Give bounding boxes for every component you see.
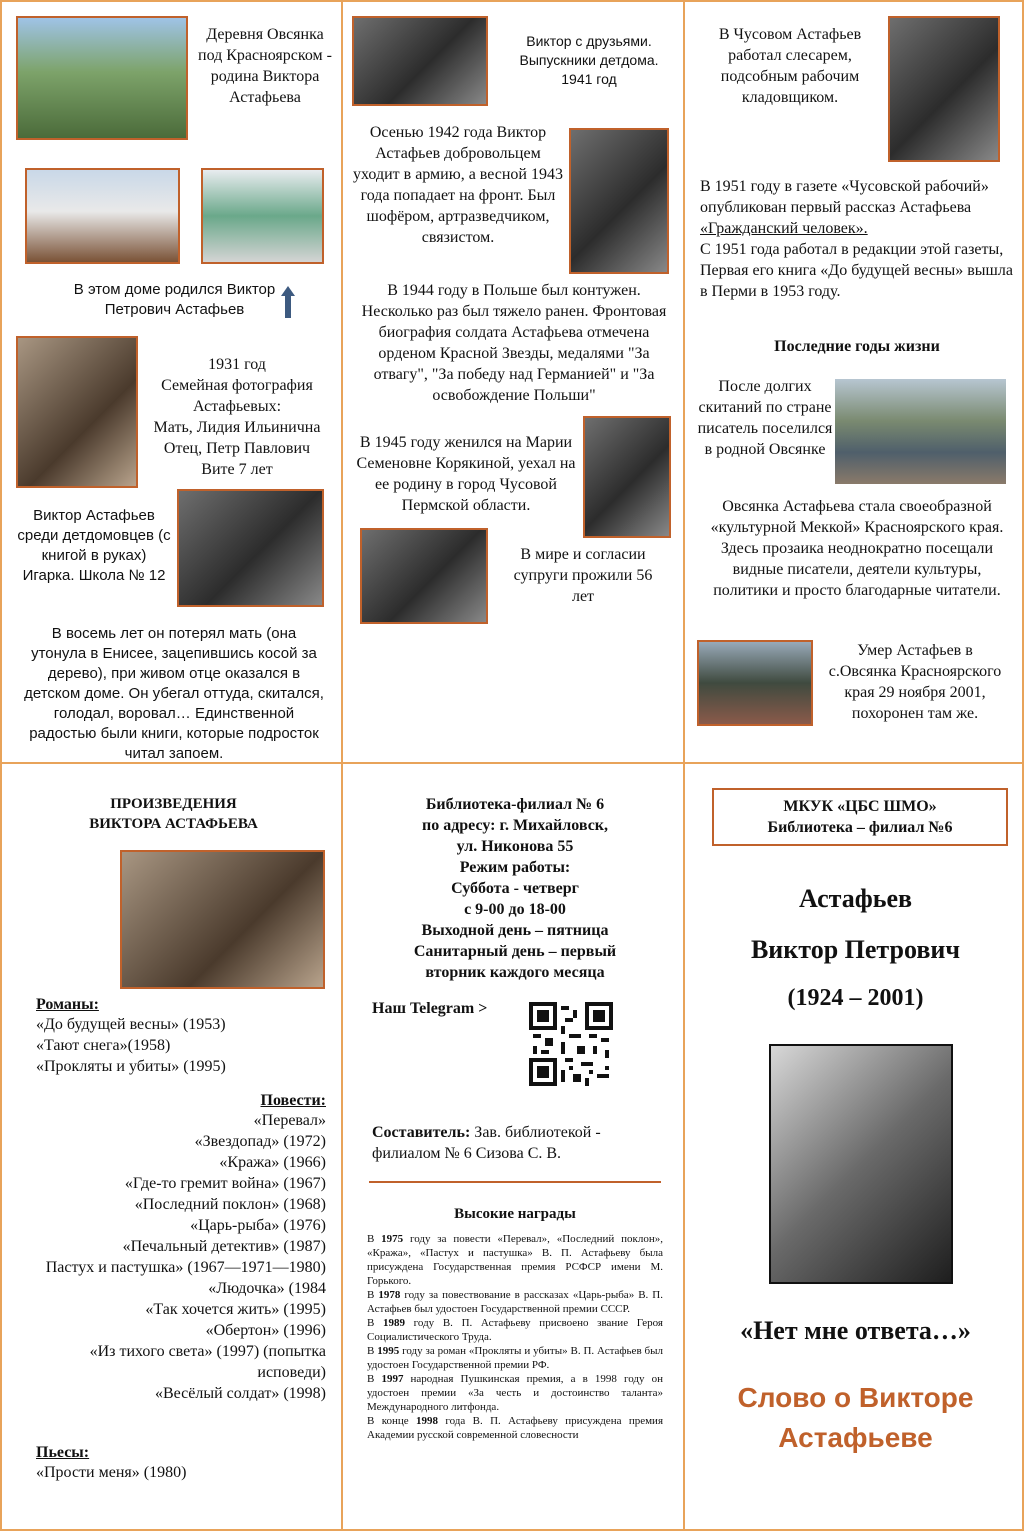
list-item: «Кража» (1966) — [219, 1154, 326, 1171]
house-caption: В этом доме родился Виктор Петрович Астафьев — [73, 281, 276, 318]
list-item: В 1978 году за повествование в рассказах «Царь-рыба» В. П. Астафьев был удостоен Государственной премии СССР. — [367, 1289, 663, 1315]
list-item: «Прокляты и убиты» (1995) — [36, 1058, 226, 1075]
village-caption: Деревня Овсянка под Красноярском - родина Виктора Астафьева — [198, 26, 332, 106]
novellas-list — [36, 1110, 326, 1404]
couple-caption: В мире и согласии супруги прожили 56 лет — [513, 546, 653, 605]
panel-career — [683, 0, 1024, 764]
friends-caption: Виктор с друзьями. Выпускники детдома. 1941 год — [519, 33, 659, 87]
org-line2: Библиотека – филиал №6 — [767, 819, 953, 836]
panel-war — [341, 0, 685, 764]
list-item: «Из тихого света» (1997) (попытка исповеди) — [89, 1343, 326, 1381]
list-item: В 1975 году за повести «Перевал», «Последний поклон», «Кража», «Пастух и пастушка» В. П. Астафьеву была присуждена Государственная премия РСФСР имени М. Горького. — [367, 1233, 663, 1287]
list-item: «Где-то гремит война» (1967) — [124, 1175, 326, 1192]
orphanage-caption: Виктор Астафьев среди детдомовцев (с книгой в руках) Игарка. Школа № 12 — [17, 507, 171, 584]
orphanage-photo — [177, 489, 324, 607]
cover-subtitle: Слово о Викторе Астафьеве — [737, 1382, 974, 1453]
telegram-label[interactable]: Наш Telegram > — [372, 1000, 488, 1017]
friends-photo — [352, 16, 488, 106]
family-photo — [16, 336, 138, 488]
author-portrait — [769, 1044, 953, 1284]
childhood-text: В восемь лет он потерял мать (она утонула в Енисее, зацепившись косой за дерево), при живом отце оказался в детском доме. Он убегал оттуда, скитался, голодал, воровал… Единственной радостью были книги, которые подросток читал запоем. — [24, 625, 324, 762]
arrow-up-icon — [281, 286, 295, 318]
soldier-photo — [569, 128, 669, 274]
list-item: «Печальный детектив» (1987) — [122, 1238, 326, 1255]
awards-list — [367, 1232, 663, 1442]
list-item: «Царь-рыба» (1976) — [190, 1217, 326, 1234]
list-item: В конце 1998 года В. П. Астафьеву присуждена премия Академии русской современной словесности — [367, 1415, 663, 1441]
list-item: «Тают снега»(1958) — [36, 1037, 171, 1054]
author-name: Виктор Петрович — [750, 935, 961, 964]
wound-text: В 1944 году в Польше был контужен. Несколько раз был тяжело ранен. Фронтовая биография солдата Астафьева отмечена орденом Красной Звезды, медалями "За отвагу", "За победу над Германией" и "За освобождение Польши" — [361, 282, 667, 404]
org-box — [712, 788, 1008, 846]
list-item: «До будущей весны» (1953) — [36, 1016, 226, 1033]
list-item: «Весёлый солдат» (1998) — [154, 1385, 326, 1402]
author-surname: Астафьев — [798, 884, 913, 913]
list-item: «Перевал» — [253, 1112, 326, 1129]
list-item: «Прости меня» (1980) — [36, 1464, 187, 1481]
novellas-heading: Повести: — [260, 1092, 326, 1109]
house-photo — [25, 168, 180, 264]
novels-heading: Романы: — [36, 996, 99, 1013]
village-photo — [16, 16, 188, 140]
house-door-photo — [201, 168, 324, 264]
newspaper-text: В 1951 году в газете «Чусовской рабочий» опубликован первый рассказ Астафьева «Гражданский человек». С 1951 года работал в редакции этой газеты, Первая его книга «До будущей весны» вышла в Перми в 1953 году. — [700, 178, 1013, 300]
story-link[interactable]: «Гражданский человек». — [700, 220, 868, 237]
library-info: Библиотека-филиал № 6 по адресу: г. Михайловск, ул. Никонова 55 Режим работы: Суббота - четверг с 9-00 до 18-00 Выходной день – пятница Санитарный день – первый вторник каждого месяца — [413, 796, 617, 981]
return-caption: После долгих скитаний по стране писатель поселился в родной Овсянке — [697, 378, 833, 458]
org-line1: МКУК «ЦБС ШМО» — [783, 798, 937, 815]
panel-childhood — [0, 0, 343, 764]
family-caption: 1931 год Семейная фотография Астафьевых: Мать, Лидия Ильинична Отец, Петр Павлович Вите 7 лет — [153, 356, 321, 478]
list-item: «Последний поклон» (1968) — [134, 1196, 326, 1213]
couple-photo — [360, 528, 488, 624]
death-caption: Умер Астафьев в с.Овсянка Красноярского края 29 ноября 2001, похоронен там же. — [828, 642, 1002, 722]
award-ceremony-photo — [120, 850, 325, 989]
wedding-photo — [583, 416, 671, 538]
chusovoy-caption: В Чусовом Астафьев работал слесарем, подсобным рабочим кладовщиком. — [718, 26, 862, 106]
plays-heading: Пьесы: — [36, 1444, 90, 1461]
portrait-photo — [888, 16, 1000, 162]
grave-photo — [697, 640, 813, 726]
list-item: «Обертон» (1996) — [205, 1322, 326, 1339]
qr-code-icon[interactable] — [529, 1002, 613, 1086]
mecca-text: Овсянка Астафьева стала своеобразной «культурной Меккой» Красноярского края. Здесь прозаика неоднократно посещали видные писатели, деятели культуры, политики и просто благодарные читатели. — [710, 498, 1004, 599]
list-item: Пастух и пастушка» (1967—1971—1980) — [45, 1259, 326, 1276]
list-item: В 1997 народная Пушкинская премия, а в 1998 году он удостоен премии «За честь и достоинство таланта» Международного литфонда. — [367, 1373, 663, 1413]
author-years: (1924 – 2001) — [787, 985, 924, 1011]
quote-title: «Нет мне ответа…» — [740, 1316, 971, 1345]
awards-heading: Высокие награды — [454, 1206, 576, 1222]
list-item: В 1995 году за роман «Прокляты и убиты» В. П. Астафьев был удостоен Государственной премии РФ. — [367, 1345, 663, 1371]
plays-list — [36, 1462, 326, 1483]
works-heading: ПРОИЗВЕДЕНИЯ ВИКТОРА АСТАФЬЕВА — [89, 796, 258, 832]
marriage-text: В 1945 году женился на Марии Семеновне Корякиной, уехал на ее родину в город Чусовой Пермской области. — [356, 434, 576, 514]
panel-library — [341, 762, 685, 1531]
list-item: В 1989 году В. П. Астафьеву присвоено звание Героя Социалистического Труда. — [367, 1317, 663, 1343]
compiler-text: Составитель: Зав. библиотекой - филиалом № 6 Сизова С. В. — [372, 1124, 601, 1162]
panel-works — [0, 762, 343, 1531]
list-item: «Звездопад» (1972) — [194, 1133, 326, 1150]
army-text: Осенью 1942 года Виктор Астафьев добровольцем уходит в армию, а весной 1943 года попадает на фронт. Был шофёром, артразведчиком, связистом. — [353, 124, 563, 246]
novels-list — [36, 1014, 326, 1077]
list-item: «Так хочется жить» (1995) — [145, 1301, 326, 1318]
last-years-heading: Последние годы жизни — [774, 338, 940, 355]
list-item: «Людочка» (1984 — [208, 1280, 326, 1297]
ovsyanka-photo — [833, 377, 1008, 486]
panel-cover — [683, 762, 1024, 1531]
divider — [369, 1181, 661, 1183]
